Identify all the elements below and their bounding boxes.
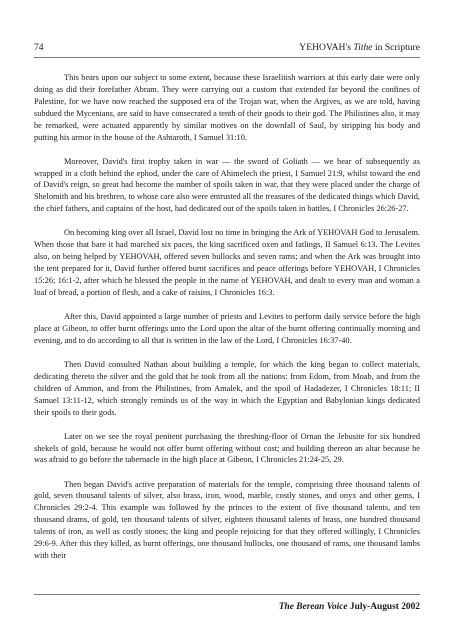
paragraph-4: After this, David appointed a large number of priests and Levites to perform daily service before the high place at Gibeon, to offer burnt offerings unto the Lord upon the altar of the burnt offering continually morning and evening, and to do according to all that is written in the law of the Lord, I Chronicles 16:37-40. <box>34 311 420 345</box>
running-title <box>299 42 420 53</box>
running-title-main: YEHOVAH's <box>299 42 354 53</box>
paragraph-3: On becoming king over all Israel, David lost no time in bringing the Ark of YEHOVAH God to Jerusalem. When those that bare it had marched six paces, the king sacrificed oxen and fatlings, II Samuel 6:13. The Levites also, on being helped by YEHOVAH, offered seven bullocks and seven rams; and when the Ark was brought into the tent prepared for it, David further offered burnt sacrifices and peace offerings before YEHOVAH, I Chronicles 15:26; 16:1-2, after which he blessed the people in the name of YEHOVAH, and dealt to every man and woman a loaf of bread, a portion of flesh, and a cake of raisins, I Chronicles 16:3. <box>34 228 420 297</box>
footer-publication: The Berean Voice <box>278 602 348 612</box>
header-divider <box>34 57 420 58</box>
running-title-tail: in Scripture <box>372 42 420 53</box>
footer-divider <box>34 594 420 595</box>
paragraph-5: Then David consulted Nathan about building a temple, for which the king began to collect materials, dedicating thereto the silver and the gold that he took from all the nations: from Edom, from Moab, and from the children of Ammon, and from the Philistines, from Amalek, and the spoil of Hadadezer, I Chronicles 18:11; II Samuel 13:11-12, which strongly reminds us of the way in which the Egyptian and Babylonian kings dedicated their spoils to their gods. <box>34 359 420 417</box>
running-title-italic: Tithe <box>353 42 373 53</box>
page-body <box>34 72 420 574</box>
paragraph-1: This bears upon our subject to some extent, because these Israelitish warriors at this early date were only doing as did their forefather Abram. They were carrying out a custom that extended far beyond the confines of Palestine, for we have now reached the supposed era of the Trojan war, when the Argives, as we are told, having subdued the Mycenians, are said to have consecrated a tenth of their goods to their god. The Philistines also, it may be remarked, were actuated apparently by similar motives on the downfall of Saul, by stripping his body and putting his armor in the house of the Ashtaroth, I Samuel 31:10. <box>34 73 420 142</box>
footer-issue: July-August 2002 <box>347 602 420 612</box>
paragraph-2: Moreover, David's first trophy taken in war — the sword of Goliath — we hear of subsequently as wrapped in a cloth behind the ephod, under the care of Ahimelech the priest, I Samuel 21:9, whilst toward the end of David's reign, so great had become the number of spoils taken in war, that they were placed under the charge of Shelomith and his brethren, to whose care also were entrusted all the treasures of the dedicated things which David, the chief fathers, and captains of the host, had dedicated out of the spoils taken in battles, I Chronicles 26:26-27. <box>34 156 421 214</box>
page-number: 74 <box>34 42 44 53</box>
paragraph-6: Later on we see the royal penitent purchasing the threshing-floor of Ornan the Jebusite for six hundred shekels of gold, because he would not offer burnt offering without cost; and building thereon an altar because he was afraid to go before the tabernacle in the high place at Gibeon, I Chronicles 21:24-25, 29. <box>34 431 420 465</box>
paragraph-7: Then began David's active preparation of materials for the temple, comprising three thousand talents of gold, seven thousand talents of silver, also brass, iron, wood, marble, costly stones, and onyx and other gems, I Chronicles 29:2-4. This example was followed by the princes to the extent of five thousand talents, and ten thousand drams, of gold, ten thousand talents of silver, eighteen thousand talents of brass, one hundred thousand talents of iron, as well as costly stones; the king and people rejoicing for that they offered willingly, I Chronicles 29:6-9. After this they killed, as burnt offerings, one thousand bullocks, one thousand of rams, one thousand lambs with their <box>34 479 420 560</box>
page-header <box>34 42 420 53</box>
page-footer <box>279 602 420 612</box>
